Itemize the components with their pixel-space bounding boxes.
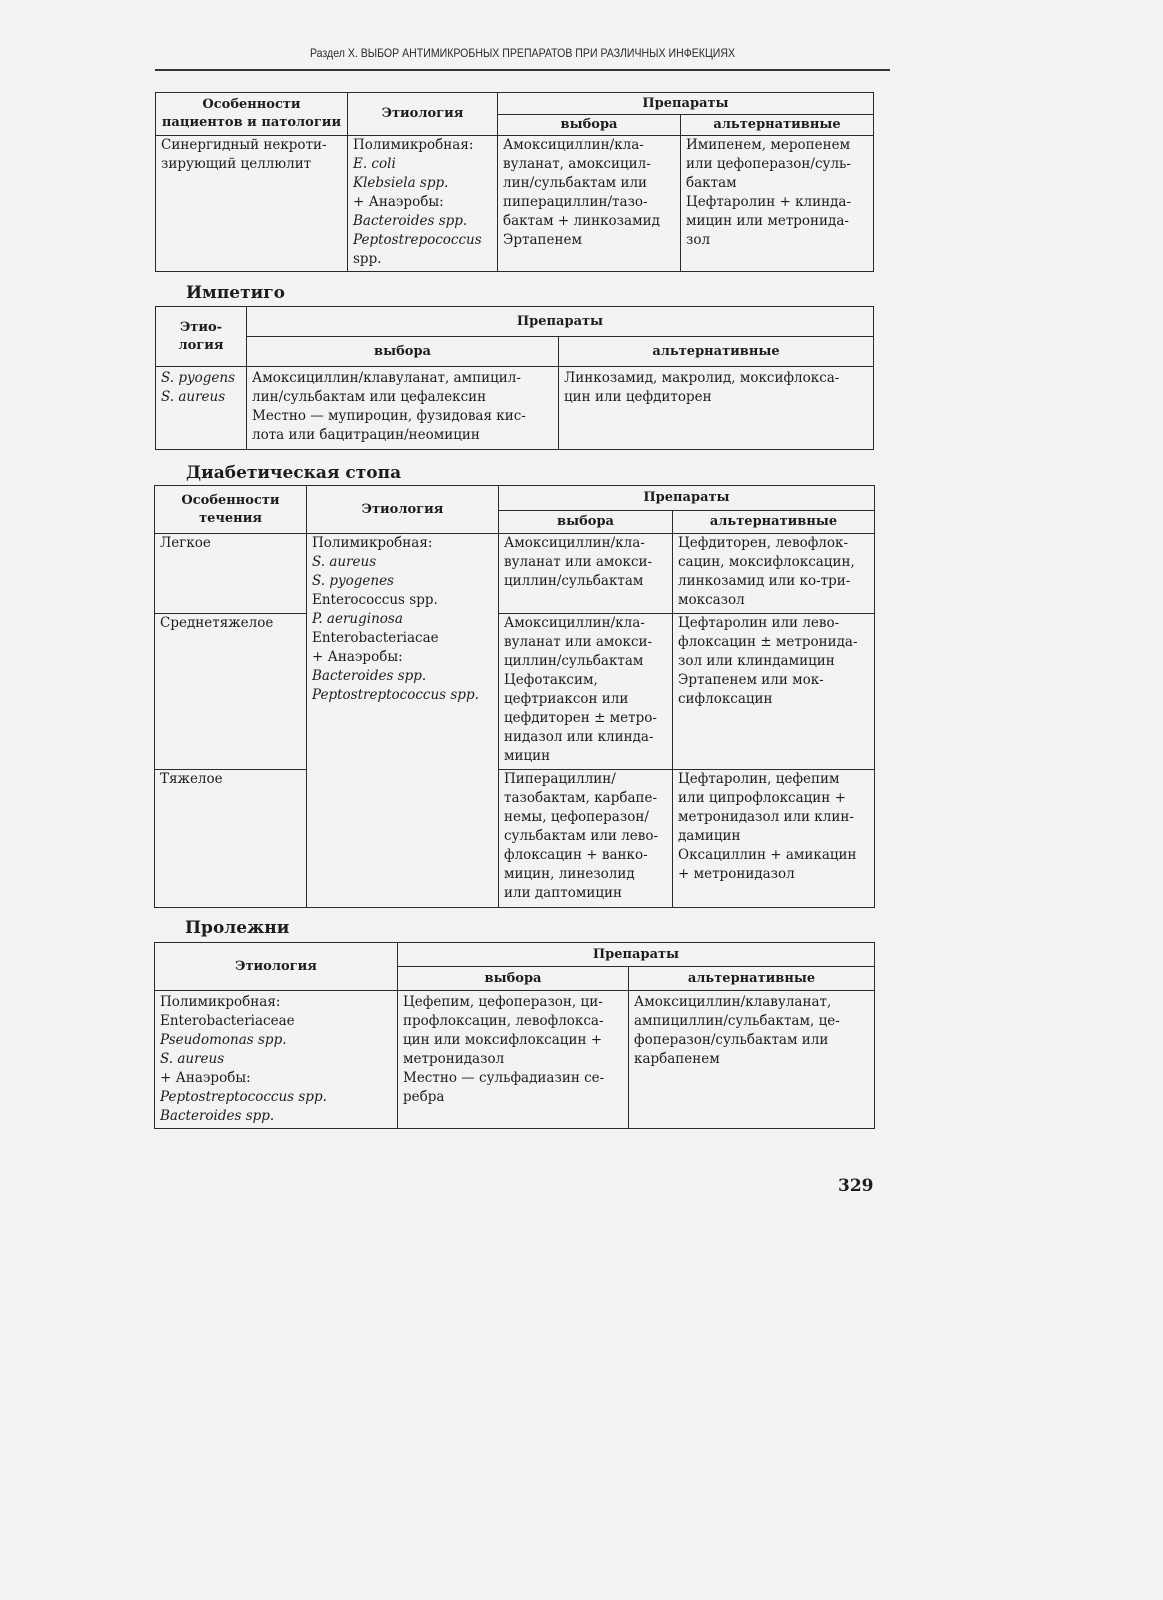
cell-line: spp. bbox=[353, 251, 382, 267]
cell-line: E. coli bbox=[353, 156, 396, 172]
cell-line: сульбактам или лево- bbox=[504, 828, 659, 844]
cell-line: ребра bbox=[403, 1089, 445, 1105]
cell-line: Местно — мупироцин, фузидовая кис- bbox=[252, 408, 526, 424]
cell-choice bbox=[247, 367, 559, 450]
cell-line: Полимикробная: bbox=[353, 137, 474, 153]
cell-etiology bbox=[156, 367, 247, 450]
cell-line: S. aureus bbox=[161, 389, 226, 405]
impetigo-table bbox=[155, 306, 874, 450]
cell-line: + Анаэробы: bbox=[353, 194, 444, 210]
cell-choice bbox=[499, 770, 673, 908]
running-header: Раздел X. ВЫБОР АНТИМИКРОБНЫХ ПРЕПАРАТОВ ПРИ РАЗЛИЧНЫХ ИНФЕКЦИЯХ bbox=[309, 46, 736, 60]
cell-line: Эртапенем или мок- bbox=[678, 672, 824, 688]
cell-line: метронидазол или клин- bbox=[678, 809, 854, 825]
cell-line: цин или цефдиторен bbox=[564, 389, 712, 405]
cell-line: флоксацин + ванко- bbox=[504, 847, 648, 863]
cell-line: сифлоксацин bbox=[678, 691, 773, 707]
cell-line: Цефотаксим, bbox=[504, 672, 598, 688]
header-drugs: Препараты bbox=[498, 93, 874, 115]
cell-line: Peptostreptococcus spp. bbox=[312, 687, 479, 703]
header-choice: выбора bbox=[498, 115, 681, 136]
cell-line: флоксацин ± метронида- bbox=[678, 634, 858, 650]
cell-etiology bbox=[348, 136, 498, 272]
cell-line: лин/сульбактам или цефалексин bbox=[252, 389, 487, 405]
cell-line: Peptostrepococcus bbox=[353, 232, 482, 248]
cell-line: Enterobacteriacae bbox=[312, 630, 439, 646]
cell-line: Синергидный некроти- bbox=[161, 137, 327, 153]
header-alternative: альтернативные bbox=[673, 511, 875, 534]
cell-line: цин или моксифлоксацин + bbox=[403, 1032, 603, 1048]
cell-line: зол bbox=[686, 232, 711, 248]
cell-line: S. pyogenes bbox=[312, 573, 394, 589]
cell-alternative bbox=[673, 534, 875, 614]
cell-line: Цефтаролин или лево- bbox=[678, 615, 840, 631]
header-line: логия bbox=[178, 337, 224, 353]
cell-line: Эртапенем bbox=[503, 232, 582, 248]
cell-alternative bbox=[681, 136, 874, 272]
cell-line: вуланат или амокси- bbox=[504, 554, 653, 570]
cell-course: Легкое bbox=[155, 534, 307, 614]
header-alternative: альтернативные bbox=[629, 967, 875, 991]
cell-line: лин/сульбактам или bbox=[503, 175, 648, 191]
header-course bbox=[155, 486, 307, 534]
cell-line: Enterobacteriaceae bbox=[160, 1013, 295, 1029]
cell-line: Bacteroides spp. bbox=[160, 1108, 275, 1124]
cell-etiology bbox=[307, 534, 499, 770]
cell-line: Амоксициллин/клавуланат, ампицил- bbox=[252, 370, 521, 386]
cell-line: тазобактам, карбапе- bbox=[504, 790, 658, 806]
cell-line: карбапенем bbox=[634, 1051, 720, 1067]
bedsores-table bbox=[154, 942, 875, 1129]
cell-line: ампициллин/сульбактам, це- bbox=[634, 1013, 840, 1029]
header-etiology: Этиология bbox=[307, 486, 499, 534]
cell-line: зол или клиндамицин bbox=[678, 653, 835, 669]
section-title-impetigo: Импетиго bbox=[186, 283, 285, 303]
diabetic-foot-table bbox=[154, 485, 875, 908]
header-choice: выбора bbox=[247, 337, 559, 367]
cell-line: цефдиторен ± метро- bbox=[504, 710, 657, 726]
cell-line: S. pyogens bbox=[161, 370, 235, 386]
cell-course: Тяжелое bbox=[155, 770, 307, 908]
header-drugs: Препараты bbox=[499, 486, 875, 511]
cell-line: моксазол bbox=[678, 592, 745, 608]
cell-line: или даптомицин bbox=[504, 885, 622, 901]
header-choice: выбора bbox=[398, 967, 629, 991]
cell-line: немы, цефоперазон/ bbox=[504, 809, 649, 825]
cell-line: Enterococcus spp. bbox=[312, 592, 438, 608]
cellulitis-table bbox=[155, 92, 874, 272]
header-drugs: Препараты bbox=[247, 307, 874, 337]
cell-line: Амоксициллин/кла- bbox=[504, 615, 645, 631]
cell-line: Klebsiela spp. bbox=[353, 175, 449, 191]
cell-line: Полимикробная: bbox=[312, 535, 433, 551]
cell-alternative bbox=[629, 991, 875, 1129]
header-alternative: альтернативные bbox=[559, 337, 874, 367]
cell-line: метронидазол bbox=[403, 1051, 505, 1067]
cell-line: Bacteroides spp. bbox=[353, 213, 468, 229]
header-line: Этио- bbox=[179, 319, 223, 335]
header-patients: Особенности пациентов и патологии bbox=[156, 93, 348, 136]
cell-line: Pseudomonas spp. bbox=[160, 1032, 287, 1048]
cell-choice bbox=[498, 136, 681, 272]
cell-line: бактам bbox=[686, 175, 737, 191]
cell-etiology bbox=[155, 991, 398, 1129]
cell-line: P. aeruginosa bbox=[312, 611, 403, 627]
cell-line: Пиперациллин/ bbox=[504, 771, 616, 787]
cell-line: зирующий целлюлит bbox=[161, 156, 312, 172]
header-etiology: Этиология bbox=[155, 943, 398, 991]
cell-line: S. aureus bbox=[160, 1051, 225, 1067]
section-title-diabetic-foot: Диабетическая стопа bbox=[186, 463, 402, 483]
cell-line: Амоксициллин/кла- bbox=[504, 535, 645, 551]
cell-etiology-empty bbox=[307, 770, 499, 908]
cell-line: Оксациллин + амикацин bbox=[678, 847, 857, 863]
cell-line: циллин/сульбактам bbox=[504, 653, 644, 669]
page-number: 329 bbox=[838, 1176, 874, 1196]
cell-line: или ципрофлоксацин + bbox=[678, 790, 846, 806]
cell-line: Цефтаролин, цефепим bbox=[678, 771, 840, 787]
header-line: течения bbox=[199, 510, 262, 526]
cell-choice bbox=[499, 614, 673, 770]
cell-line: Местно — сульфадиазин се- bbox=[403, 1070, 605, 1086]
cell-line: цефтриаксон или bbox=[504, 691, 629, 707]
header-choice: выбора bbox=[499, 511, 673, 534]
cell-line: Амоксициллин/клавуланат, bbox=[634, 994, 832, 1010]
cell-line: Имипенем, меропенем bbox=[686, 137, 851, 153]
cell-line: сацин, моксифлоксацин, bbox=[678, 554, 855, 570]
cell-line: линкозамид или ко-три- bbox=[678, 573, 851, 589]
header-line: Особенности bbox=[181, 492, 280, 508]
cell-line: Цефтаролин + клинда- bbox=[686, 194, 852, 210]
cell-alternative bbox=[559, 367, 874, 450]
cell-line: мицин bbox=[504, 748, 551, 764]
cell-line: бактам + линкозамид bbox=[503, 213, 660, 229]
cell-line: Полимикробная: bbox=[160, 994, 281, 1010]
cell-choice bbox=[398, 991, 629, 1129]
header-drugs: Препараты bbox=[398, 943, 875, 967]
cell-course: Среднетяжелое bbox=[155, 614, 307, 770]
cell-line: Линкозамид, макролид, моксифлокса- bbox=[564, 370, 840, 386]
cell-line: Peptostreptococcus spp. bbox=[160, 1089, 327, 1105]
cell-line: или цефоперазон/суль- bbox=[686, 156, 851, 172]
cell-line: S. aureus bbox=[312, 554, 377, 570]
cell-line: циллин/сульбактам bbox=[504, 573, 644, 589]
cell-choice bbox=[499, 534, 673, 614]
header-alternative: альтернативные bbox=[681, 115, 874, 136]
cell-line: Цефепим, цефоперазон, ци- bbox=[403, 994, 603, 1010]
cell-patients bbox=[156, 136, 348, 272]
cell-alternative bbox=[673, 614, 875, 770]
header-etiology bbox=[156, 307, 247, 367]
cell-alternative bbox=[673, 770, 875, 908]
cell-line: вуланат, амоксицил- bbox=[503, 156, 651, 172]
cell-line: дамицин bbox=[678, 828, 741, 844]
cell-line: нидазол или клинда- bbox=[504, 729, 654, 745]
cell-line: мицин или метронида- bbox=[686, 213, 849, 229]
cell-line: + Анаэробы: bbox=[312, 649, 403, 665]
cell-line: лота или бацитрацин/неомицин bbox=[252, 427, 480, 443]
cell-line: пиперациллин/тазо- bbox=[503, 194, 648, 210]
cell-line: Амоксициллин/кла- bbox=[503, 137, 644, 153]
cell-line: фоперазон/сульбактам или bbox=[634, 1032, 829, 1048]
header-rule bbox=[155, 69, 890, 71]
cell-line: профлоксацин, левофлокса- bbox=[403, 1013, 604, 1029]
cell-line: + Анаэробы: bbox=[160, 1070, 251, 1086]
cell-line: вуланат или амокси- bbox=[504, 634, 653, 650]
cell-line: мицин, линезолид bbox=[504, 866, 635, 882]
cell-line: + метронидазол bbox=[678, 866, 795, 882]
cell-line: Цефдиторен, левофлок- bbox=[678, 535, 849, 551]
cell-line: Bacteroides spp. bbox=[312, 668, 427, 684]
header-etiology: Этиология bbox=[348, 93, 498, 136]
section-title-bedsores: Пролежни bbox=[185, 918, 290, 938]
